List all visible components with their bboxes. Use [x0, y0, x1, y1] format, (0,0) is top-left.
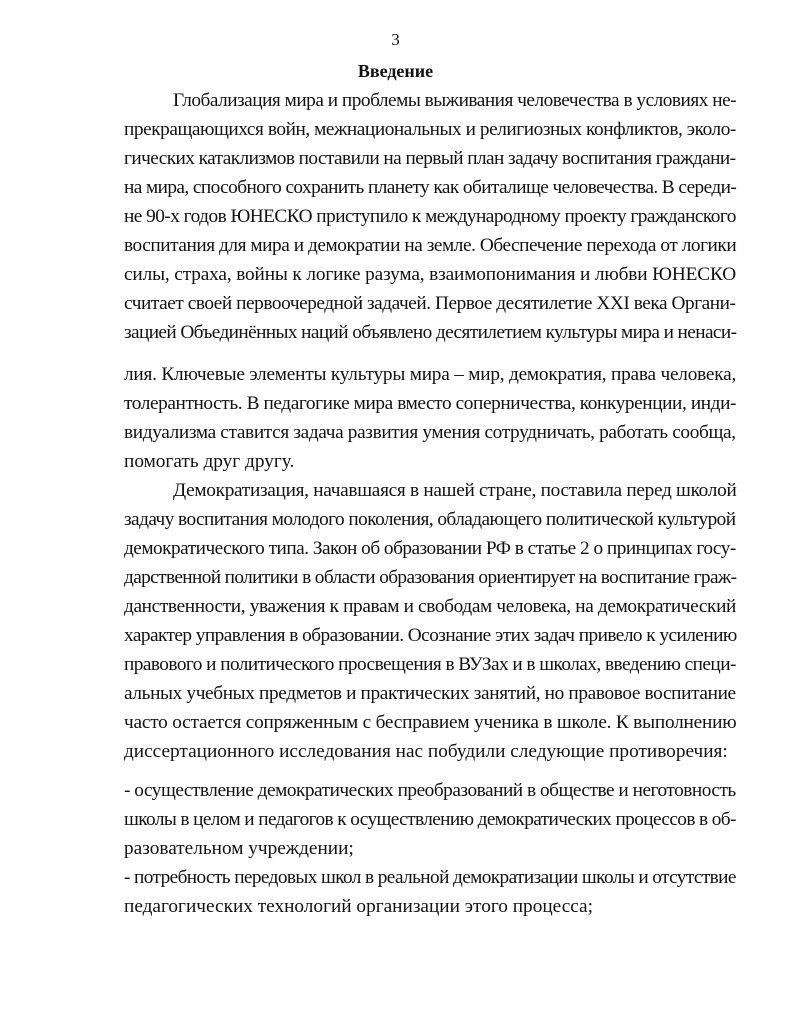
- text-line: задачу воспитания молодого поколения, обладающего политической культурой: [124, 509, 736, 530]
- text-line: педагогических технологий организации этого процесса;: [124, 896, 593, 917]
- text-line: не 90-х годов ЮНЕСКО приступило к международному проекту гражданского: [124, 206, 736, 227]
- section-heading: Введение: [357, 61, 434, 81]
- text-line: школы в целом и педагогов к осуществлению демократических процессов в об-: [124, 809, 736, 830]
- text-line: разовательном учреждении;: [124, 838, 354, 859]
- text-line: альных учебных предметов и практических занятий, но правовое воспитание: [124, 683, 736, 704]
- text-line: толерантность. В педагогике мира вместо соперничества, конкуренции, инди-: [124, 393, 737, 414]
- text-line: - потребность передовых школ в реальной демократизации школы и отсутствие: [124, 867, 736, 888]
- text-line: лия. Ключевые элементы культуры мира – мир, демократия, права человека,: [124, 364, 737, 385]
- text-line: видуализма ставится задача развития умения сотрудничать, работать сообща,: [124, 422, 736, 443]
- text-line: прекращающихся войн, межнациональных и религиозных конфликтов, эколо-: [124, 119, 736, 140]
- text-line: данственности, уважения к правам и свободам человека, на демократический: [124, 596, 737, 617]
- text-line: зацией Объединённых наций объявлено десятилетием культуры мира и ненаси-: [124, 322, 737, 343]
- text-line: гических катаклизмов поставили на первый план задачу воспитания граждани-: [124, 148, 736, 169]
- text-line: силы, страха, войны к логике разума, взаимопонимания и любви ЮНЕСКО: [124, 264, 737, 285]
- page-number: 3: [391, 30, 400, 49]
- text-line: часто остается сопряженным с бесправием ученика в школе. К выполнению: [124, 712, 737, 733]
- text-line: характер управления в образовании. Осознание этих задач привело к усилению: [124, 625, 737, 646]
- text-line: демократического типа. Закон об образовании РФ в статье 2 о принципах госу-: [124, 538, 736, 559]
- text-line: помогать друг другу.: [124, 451, 295, 472]
- text-line: - осуществление демократических преобразований в обществе и неготовность: [124, 780, 736, 801]
- text-line: Глобализация мира и проблемы выживания человечества в условиях не-: [173, 90, 737, 111]
- text-line: воспитания для мира и демократии на земле. Обеспечение перехода от логики: [124, 235, 737, 256]
- text-line: правового и политического просвещения в ВУЗах и в школах, введению специ-: [124, 654, 736, 675]
- text-line: считает своей первоочередной задачей. Первое десятилетие XXI века Органи-: [124, 293, 736, 314]
- text-line: дарственной политики в области образования ориентирует на воспитание граж-: [124, 567, 737, 588]
- text-line: диссертационного исследования нас побудили следующие противоречия:: [124, 741, 728, 762]
- text-line: Демократизация, начавшаяся в нашей стране, поставила перед школой: [173, 480, 737, 501]
- text-line: на мира, способного сохранить планету как обиталище человечества. В середи-: [124, 177, 737, 198]
